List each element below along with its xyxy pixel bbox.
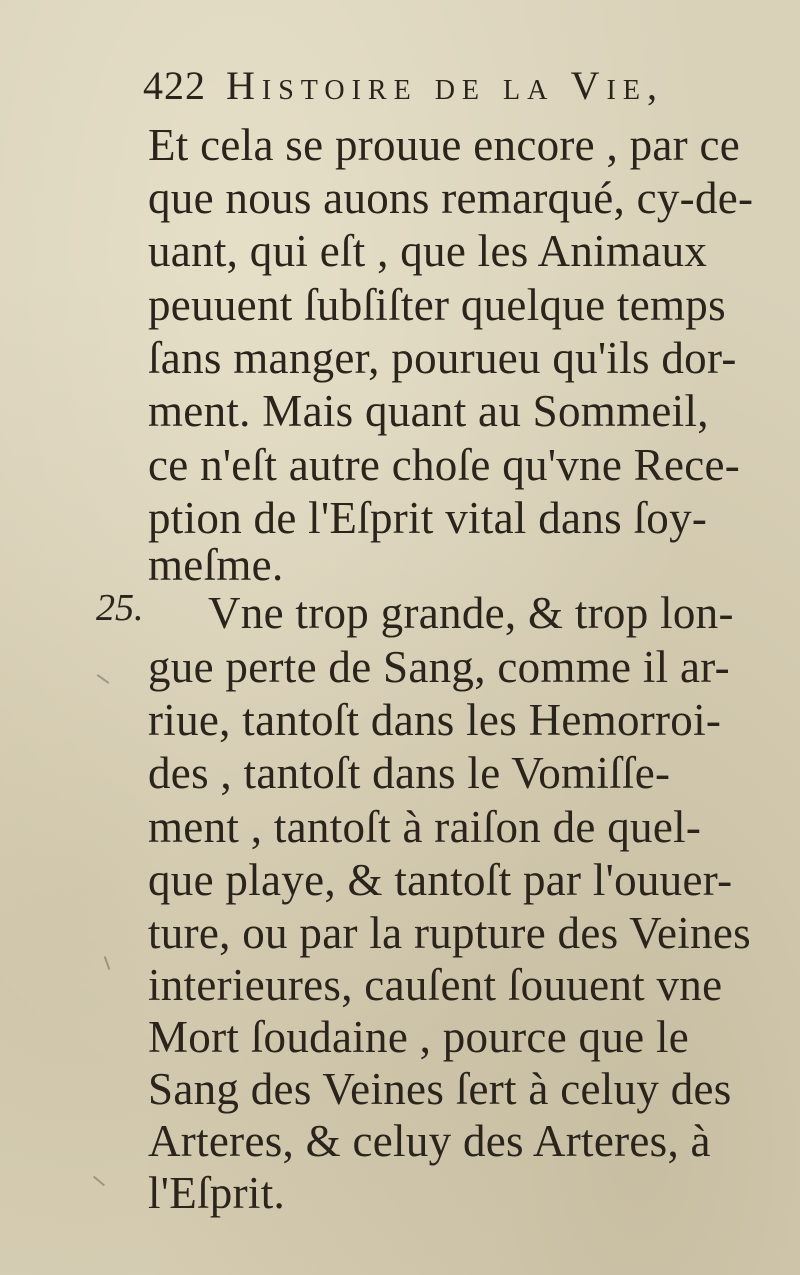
text-line: meſme. — [148, 540, 284, 590]
margin-stain — [104, 956, 111, 970]
text-line: ce n'eſt autre choſe qu'vne Rece- — [148, 440, 741, 490]
text-line: Vne trop grande, & trop lon- — [208, 588, 734, 638]
text-line: gue perte de Sang, comme il ar- — [148, 642, 730, 692]
text-line: ption de l'Eſprit vital dans ſoy- — [148, 493, 708, 543]
text-line: Mort ſoudaine , pource que le — [148, 1012, 690, 1062]
section-number: 25. — [96, 587, 144, 629]
text-line: peuuent ſubſiſter quelque temps — [148, 280, 726, 330]
text-line: que nous auons remarqué, cy-de- — [148, 173, 754, 223]
text-line: que playe, & tantoſt par l'ouuer- — [148, 855, 733, 905]
text-line: riue, tantoſt dans les Hemorroi- — [148, 695, 722, 745]
page-number: 422 — [143, 63, 206, 108]
text-line: Sang des Veines ſert à celuy des — [148, 1064, 732, 1114]
text-line: Et cela se prouue encore , par ce — [148, 120, 741, 170]
running-title: Histoire de la Vie, — [226, 63, 664, 108]
margin-stain — [97, 674, 110, 684]
text-line: des , tantoſt dans le Vomiſſe- — [148, 748, 671, 798]
text-line: ture, ou par la rupture des Veines — [148, 908, 751, 958]
text-line: interieures, cauſent ſouuent vne — [148, 960, 723, 1010]
text-line: ment. Mais quant au Sommeil, — [148, 386, 709, 436]
text-line: uant, qui eſt , que les Animaux — [148, 226, 708, 276]
page-header — [143, 62, 723, 122]
text-line: ment , tantoſt à raiſon de quel- — [148, 802, 702, 852]
text-line: ſans manger, pourueu qu'ils dor- — [148, 333, 737, 383]
text-line: Arteres, & celuy des Arteres, à — [148, 1116, 711, 1166]
margin-stain — [93, 1176, 105, 1187]
text-line: l'Eſprit. — [148, 1168, 286, 1218]
